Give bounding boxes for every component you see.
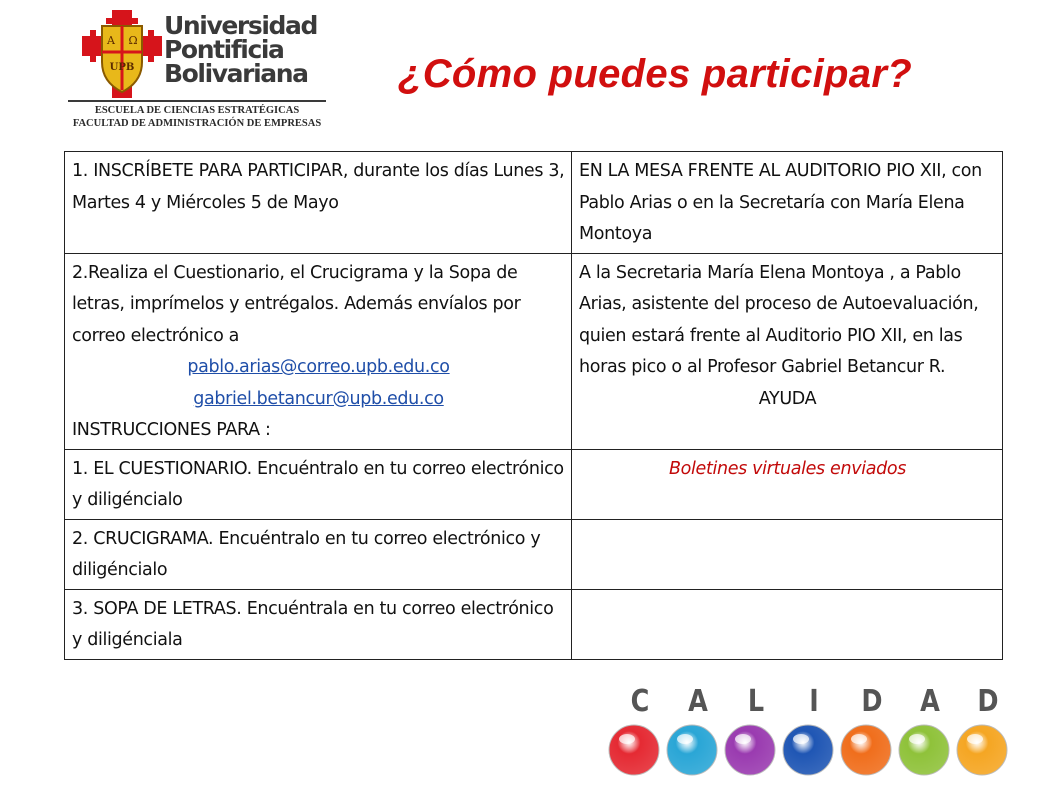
calidad-ball-shine bbox=[735, 734, 751, 744]
table-row bbox=[65, 449, 1003, 519]
logo-divider bbox=[68, 100, 326, 102]
logo-name-line: Bolivariana bbox=[164, 59, 308, 88]
calidad-letter: L bbox=[747, 684, 765, 719]
calidad-ball-icon bbox=[725, 725, 775, 775]
instructions-text: 2.Realiza el Cuestionario, el Crucigrama y la Sopa de letras, imprímelos y entrégalos. Además envíalos por correo electrónico a bbox=[72, 262, 521, 346]
table-row bbox=[65, 519, 1003, 589]
virtual-bulletins-link[interactable]: Boletines virtuales enviados bbox=[669, 458, 906, 479]
table-cell bbox=[572, 519, 1003, 589]
calidad-ball-icon bbox=[609, 725, 659, 775]
calidad-ball-icon bbox=[957, 725, 1007, 775]
calidad-ball-shine bbox=[793, 734, 809, 744]
calidad-ball-icon bbox=[667, 725, 717, 775]
participation-table bbox=[64, 151, 1003, 660]
email-link-pablo[interactable]: pablo.arias@correo.upb.edu.co bbox=[187, 357, 450, 377]
table-cell: 3. SOPA DE LETRAS. Encuéntrala en tu correo electrónico y diligénciala bbox=[65, 589, 572, 659]
calidad-ball-icon bbox=[783, 725, 833, 775]
calidad-ball-shine bbox=[851, 734, 867, 744]
upb-logo bbox=[68, 10, 328, 128]
table-cell: 1. EL CUESTIONARIO. Encuéntralo en tu correo electrónico y diligéncialo bbox=[65, 449, 572, 519]
calidad-ball-shine bbox=[619, 734, 635, 744]
delivery-text: A la Secretaria María Elena Montoya , a Pablo Arias, asistente del proceso de Autoevaluación, quien estará frente al Auditorio PIO XII, en las horas pico o al Profesor Gabriel Betancur R. bbox=[579, 262, 979, 377]
table-row bbox=[65, 589, 1003, 659]
table-cell bbox=[65, 253, 572, 449]
shield-alpha: A bbox=[107, 34, 115, 47]
logo-school: ESCUELA DE CIENCIAS ESTRATÉGICAS bbox=[94, 105, 300, 116]
help-label: AYUDA bbox=[758, 388, 817, 409]
calidad-ball-icon bbox=[841, 725, 891, 775]
logo-faculty: FACULTAD DE ADMINISTRACIÓN DE EMPRESAS bbox=[72, 118, 322, 129]
logo-name-line: Universidad bbox=[164, 11, 317, 40]
calidad-letter: C bbox=[630, 684, 650, 719]
logo-name-line: Pontificia bbox=[164, 35, 284, 64]
calidad-ball-shine bbox=[909, 734, 925, 744]
calidad-ball-icon bbox=[899, 725, 949, 775]
calidad-letter: I bbox=[809, 684, 819, 719]
calidad-balls bbox=[604, 722, 1014, 782]
instructions-heading: INSTRUCCIONES PARA : bbox=[72, 420, 271, 440]
table-row bbox=[65, 152, 1003, 254]
table-cell: 2. CRUCIGRAMA. Encuéntralo en tu correo electrónico y diligéncialo bbox=[65, 519, 572, 589]
table-cell bbox=[572, 253, 1003, 449]
calidad-ball-shine bbox=[967, 734, 983, 744]
page-title: ¿Cómo puedes participar? bbox=[398, 52, 912, 96]
calidad-letter: D bbox=[861, 684, 883, 719]
calidad-letter: A bbox=[920, 684, 940, 719]
table-cell: 1. INSCRÍBETE PARA PARTICIPAR, durante los días Lunes 3, Martes 4 y Miércoles 5 de Mayo bbox=[65, 152, 572, 254]
table-cell bbox=[572, 589, 1003, 659]
logo-name bbox=[164, 11, 317, 88]
calidad-letter: A bbox=[688, 684, 708, 719]
table-row bbox=[65, 253, 1003, 449]
calidad-letter: D bbox=[977, 684, 999, 719]
calidad-wordmark bbox=[620, 684, 1000, 720]
university-shield-icon bbox=[82, 10, 162, 98]
email-link-gabriel[interactable]: gabriel.betancur@upb.edu.co bbox=[193, 388, 444, 409]
table-cell: EN LA MESA FRENTE AL AUDITORIO PIO XII, con Pablo Arias o en la Secretaría con María Elena Montoya bbox=[572, 152, 1003, 254]
shield-upb: UPB bbox=[109, 62, 135, 73]
table-cell bbox=[572, 449, 1003, 519]
shield-omega: Ω bbox=[128, 34, 138, 47]
calidad-ball-shine bbox=[677, 734, 693, 744]
